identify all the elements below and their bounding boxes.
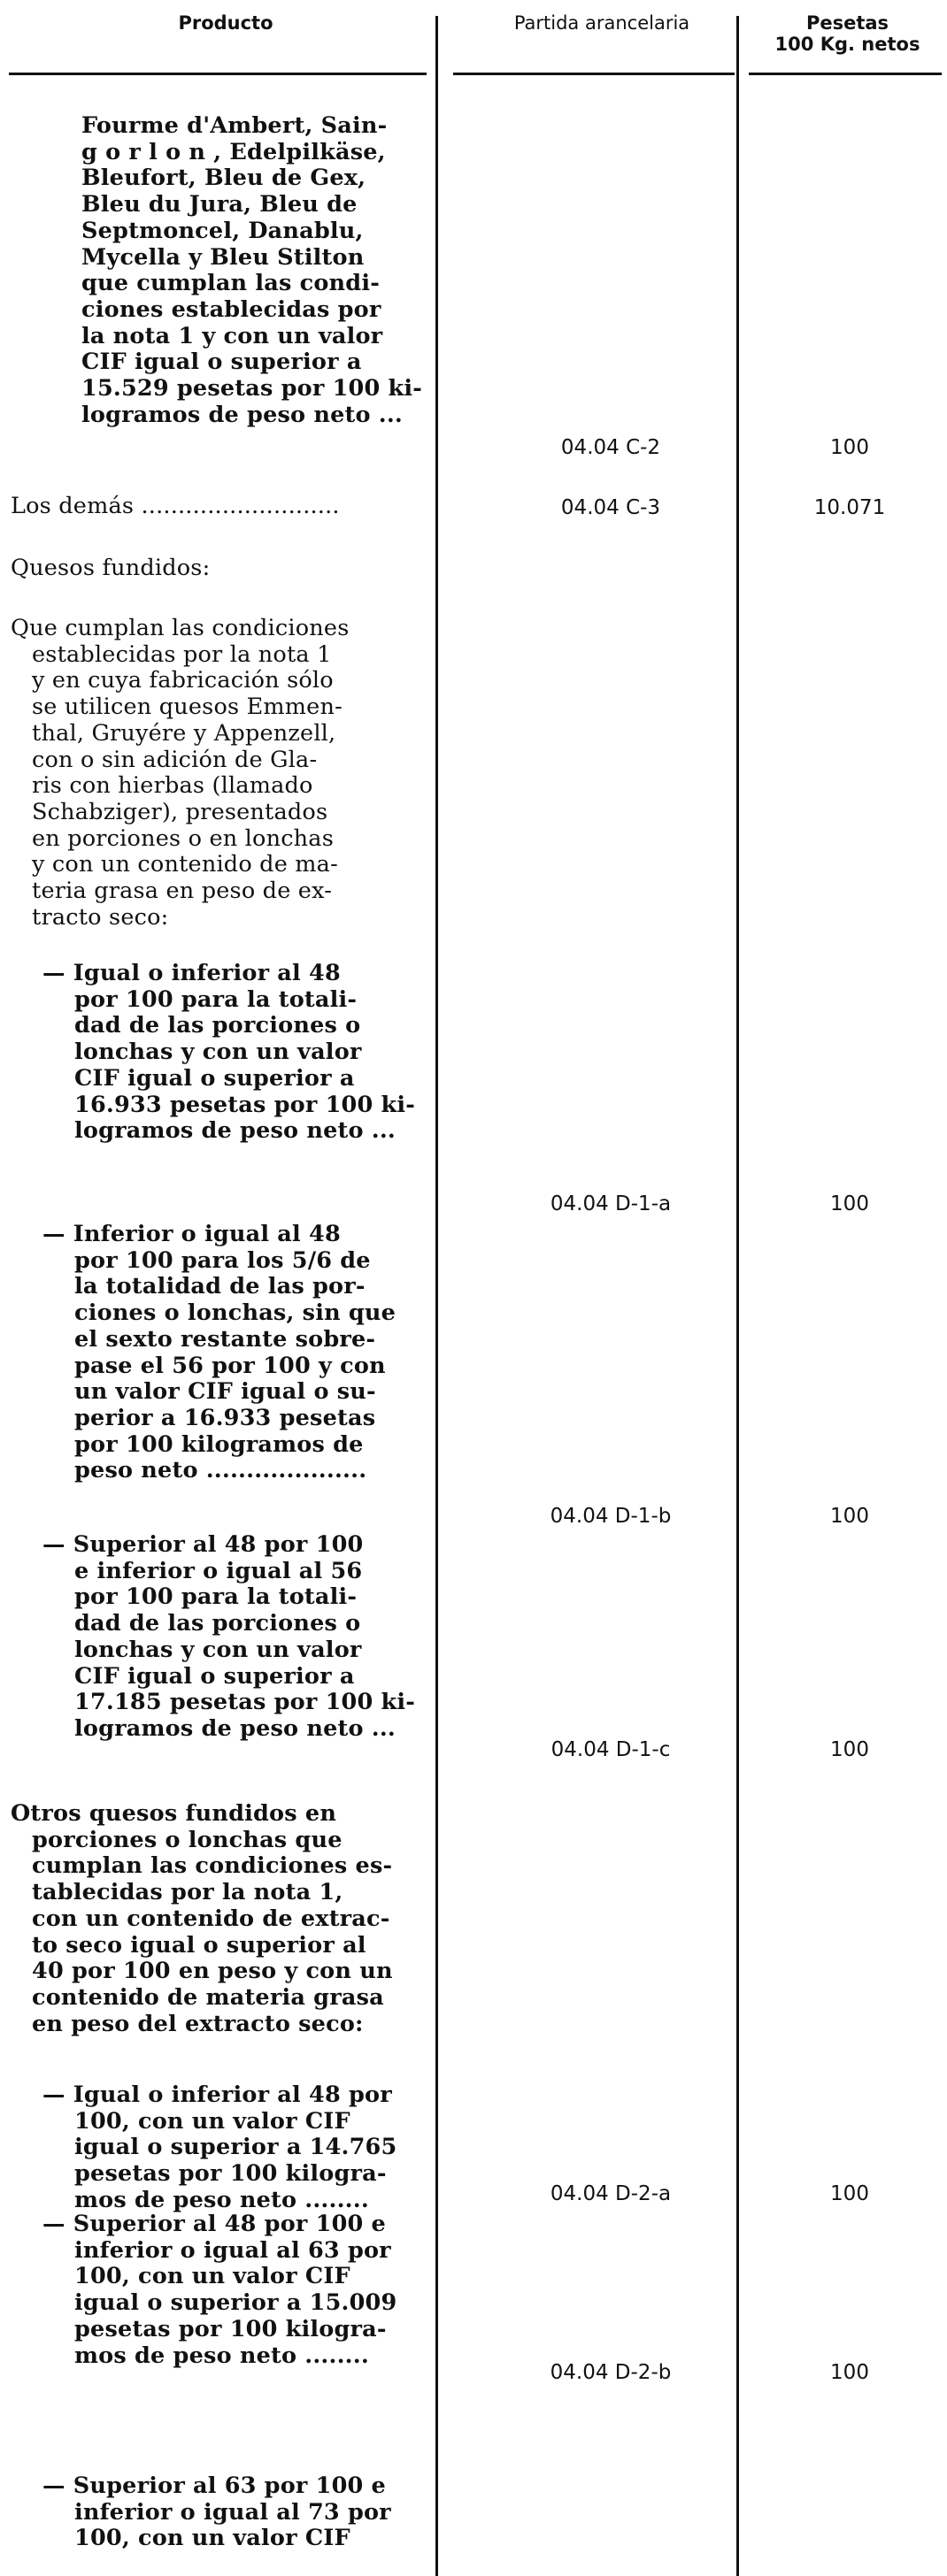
text-line: Bleu du Jura, Bleu de xyxy=(81,191,358,218)
text-line: 15.529 pesetas por 100 ki- xyxy=(81,375,423,402)
block-6-pesetas: 100 xyxy=(830,1505,869,1528)
text-line: 100, con un valor CIF xyxy=(74,2263,350,2290)
text-line: se utilicen quesos Emmen- xyxy=(32,694,343,721)
text-line: tablecidas por la nota 1, xyxy=(32,1879,343,1906)
block-7-partida: 04.04 D-1-c xyxy=(550,1738,671,1761)
text-line: perior a 16.933 pesetas xyxy=(74,1404,376,1431)
text-line: igual o superior a 14.765 xyxy=(74,2134,397,2161)
text-line: g o r l o n , Edelpilkäse, xyxy=(81,138,386,165)
header-pesetas-line2: 100 Kg. netos xyxy=(774,34,920,55)
text-line: — Superior al 63 por 100 e xyxy=(42,2472,386,2499)
block-5-text xyxy=(42,961,427,1145)
text-line: CIF igual o superior a xyxy=(74,1064,355,1092)
text-line: Otros quesos fundidos en xyxy=(11,1800,337,1827)
text-line: por 100 kilogramos de xyxy=(74,1430,364,1458)
text-line: CIF igual o superior a xyxy=(81,349,362,376)
text-line: 16.933 pesetas por 100 ki- xyxy=(74,1091,416,1118)
header-producto: Producto xyxy=(178,12,273,34)
block-1-text xyxy=(81,113,427,428)
text-line: ris con hierbas (llamado xyxy=(32,772,313,800)
block-2-pesetas: 10.071 xyxy=(813,496,886,519)
block-6-partida: 04.04 D-1-b xyxy=(550,1505,672,1528)
block-5-partida: 04.04 D-1-a xyxy=(550,1192,672,1215)
text-line: con un contenido de extrac- xyxy=(32,1905,390,1932)
block-10-text xyxy=(42,2212,427,2369)
text-line: logramos de peso neto ... xyxy=(74,1117,396,1145)
text-line: pesetas por 100 kilogra- xyxy=(74,2315,387,2342)
text-line: lonchas y con un valor xyxy=(74,1636,362,1663)
text-line: por 100 para la totali- xyxy=(74,985,358,1013)
header-rule-pesetas xyxy=(749,73,942,75)
text-line: peso neto .................... xyxy=(74,1457,367,1484)
text-line: un valor CIF igual o su- xyxy=(74,1378,376,1406)
block-5-pesetas: 100 xyxy=(830,1192,869,1215)
text-line: Schabziger), presentados xyxy=(32,798,328,825)
text-line: pesetas por 100 kilogra- xyxy=(74,2160,387,2188)
text-line: mos de peso neto ........ xyxy=(74,2186,369,2213)
header-pesetas xyxy=(752,12,943,55)
text-line: la nota 1 y con un valor xyxy=(81,322,383,349)
text-line: teria grasa en peso de ex- xyxy=(32,878,333,905)
text-line: por 100 para los 5/6 de xyxy=(74,1246,371,1274)
text-line: to seco igual o superior al xyxy=(32,1931,366,1959)
text-line: en porciones o en lonchas xyxy=(32,824,334,852)
text-line: en peso del extracto seco: xyxy=(32,2010,364,2037)
column-divider-2 xyxy=(736,16,739,2576)
text-line: logramos de peso neto ... xyxy=(74,1714,396,1742)
text-line: 100, con un valor CIF xyxy=(74,2107,350,2135)
block-1-partida: 04.04 C-2 xyxy=(560,436,661,459)
text-line: Septmoncel, Danablu, xyxy=(81,217,364,244)
text-line: — Igual o inferior al 48 por xyxy=(42,2082,392,2108)
text-line: y con un contenido de ma- xyxy=(32,851,338,878)
header-partida: Partida arancelaria xyxy=(513,12,690,34)
text-line: Fourme d'Ambert, Sain- xyxy=(81,112,388,139)
text-line: e inferior o igual al 56 xyxy=(74,1557,363,1584)
text-line: contenido de materia grasa xyxy=(32,1983,384,2011)
text-line: — Igual o inferior al 48 xyxy=(42,960,341,986)
text-line: logramos de peso neto ... xyxy=(81,401,403,428)
text-line: Quesos fundidos: xyxy=(11,555,211,581)
text-line: thal, Gruyére y Appenzell, xyxy=(32,719,336,747)
text-line: dad de las porciones o xyxy=(74,1610,361,1637)
block-2-partida: 04.04 C-3 xyxy=(560,496,661,519)
header-rule-producto xyxy=(9,73,427,75)
text-line: inferior o igual al 73 por xyxy=(74,2498,391,2526)
block-6-text xyxy=(42,1222,427,1484)
text-line: 100, con un valor CIF xyxy=(74,2525,350,2552)
text-line: que cumplan las condi- xyxy=(81,270,380,297)
text-line: con o sin adición de Gla- xyxy=(32,746,318,773)
text-line: y en cuya fabricación sólo xyxy=(32,667,334,694)
text-line: 40 por 100 en peso y con un xyxy=(32,1958,393,1985)
text-line: — Inferior o igual al 48 xyxy=(42,1221,341,1247)
text-line: la totalidad de las por- xyxy=(74,1273,366,1300)
text-line: mos de peso neto ........ xyxy=(74,2342,369,2369)
text-line: cumplan las condiciones es- xyxy=(32,1852,393,1880)
text-line: establecidas por la nota 1 xyxy=(32,640,332,668)
text-line: el sexto restante sobre- xyxy=(74,1325,376,1353)
block-7-pesetas: 100 xyxy=(830,1738,869,1761)
block-1-pesetas: 100 xyxy=(830,436,869,459)
text-line: igual o superior a 15.009 xyxy=(74,2289,397,2317)
block-11-text xyxy=(42,2473,427,2552)
header-rule-partida xyxy=(453,73,735,75)
text-line: — Superior al 48 por 100 e xyxy=(42,2211,386,2237)
text-line: CIF igual o superior a xyxy=(74,1662,355,1690)
text-line: Que cumplan las condiciones xyxy=(11,615,350,641)
text-line: por 100 para la totali- xyxy=(74,1583,358,1611)
text-line: dad de las porciones o xyxy=(74,1012,361,1039)
block-9-pesetas: 100 xyxy=(830,2182,869,2205)
header-pesetas-line1: Pesetas xyxy=(805,12,889,34)
text-line: Mycella y Bleu Stilton xyxy=(81,243,365,271)
block-10-partida: 04.04 D-2-b xyxy=(550,2361,672,2384)
column-divider-1 xyxy=(435,16,438,2576)
text-line: pase el 56 por 100 y con xyxy=(74,1352,386,1379)
block-8-text xyxy=(11,1801,427,2037)
text-line: inferior o igual al 63 por xyxy=(74,2236,391,2264)
text-line: Bleufort, Bleu de Gex, xyxy=(81,165,366,192)
text-line: ciones o lonchas, sin que xyxy=(74,1300,397,1327)
text-line: — Superior al 48 por 100 xyxy=(42,1531,364,1558)
text-line: 17.185 pesetas por 100 ki- xyxy=(74,1689,416,1716)
text-line: Los demás ........................... xyxy=(11,493,340,519)
block-9-text xyxy=(42,2082,427,2214)
block-3-heading xyxy=(11,556,427,582)
block-10-pesetas: 100 xyxy=(830,2361,869,2384)
text-line: tracto seco: xyxy=(32,903,169,931)
block-9-partida: 04.04 D-2-a xyxy=(550,2182,672,2205)
text-line: ciones establecidas por xyxy=(81,295,381,323)
block-4-text xyxy=(11,616,427,931)
block-7-text xyxy=(42,1532,427,1743)
block-2-text xyxy=(11,494,427,520)
text-line: porciones o lonchas que xyxy=(32,1826,343,1853)
text-line: lonchas y con un valor xyxy=(74,1039,362,1066)
